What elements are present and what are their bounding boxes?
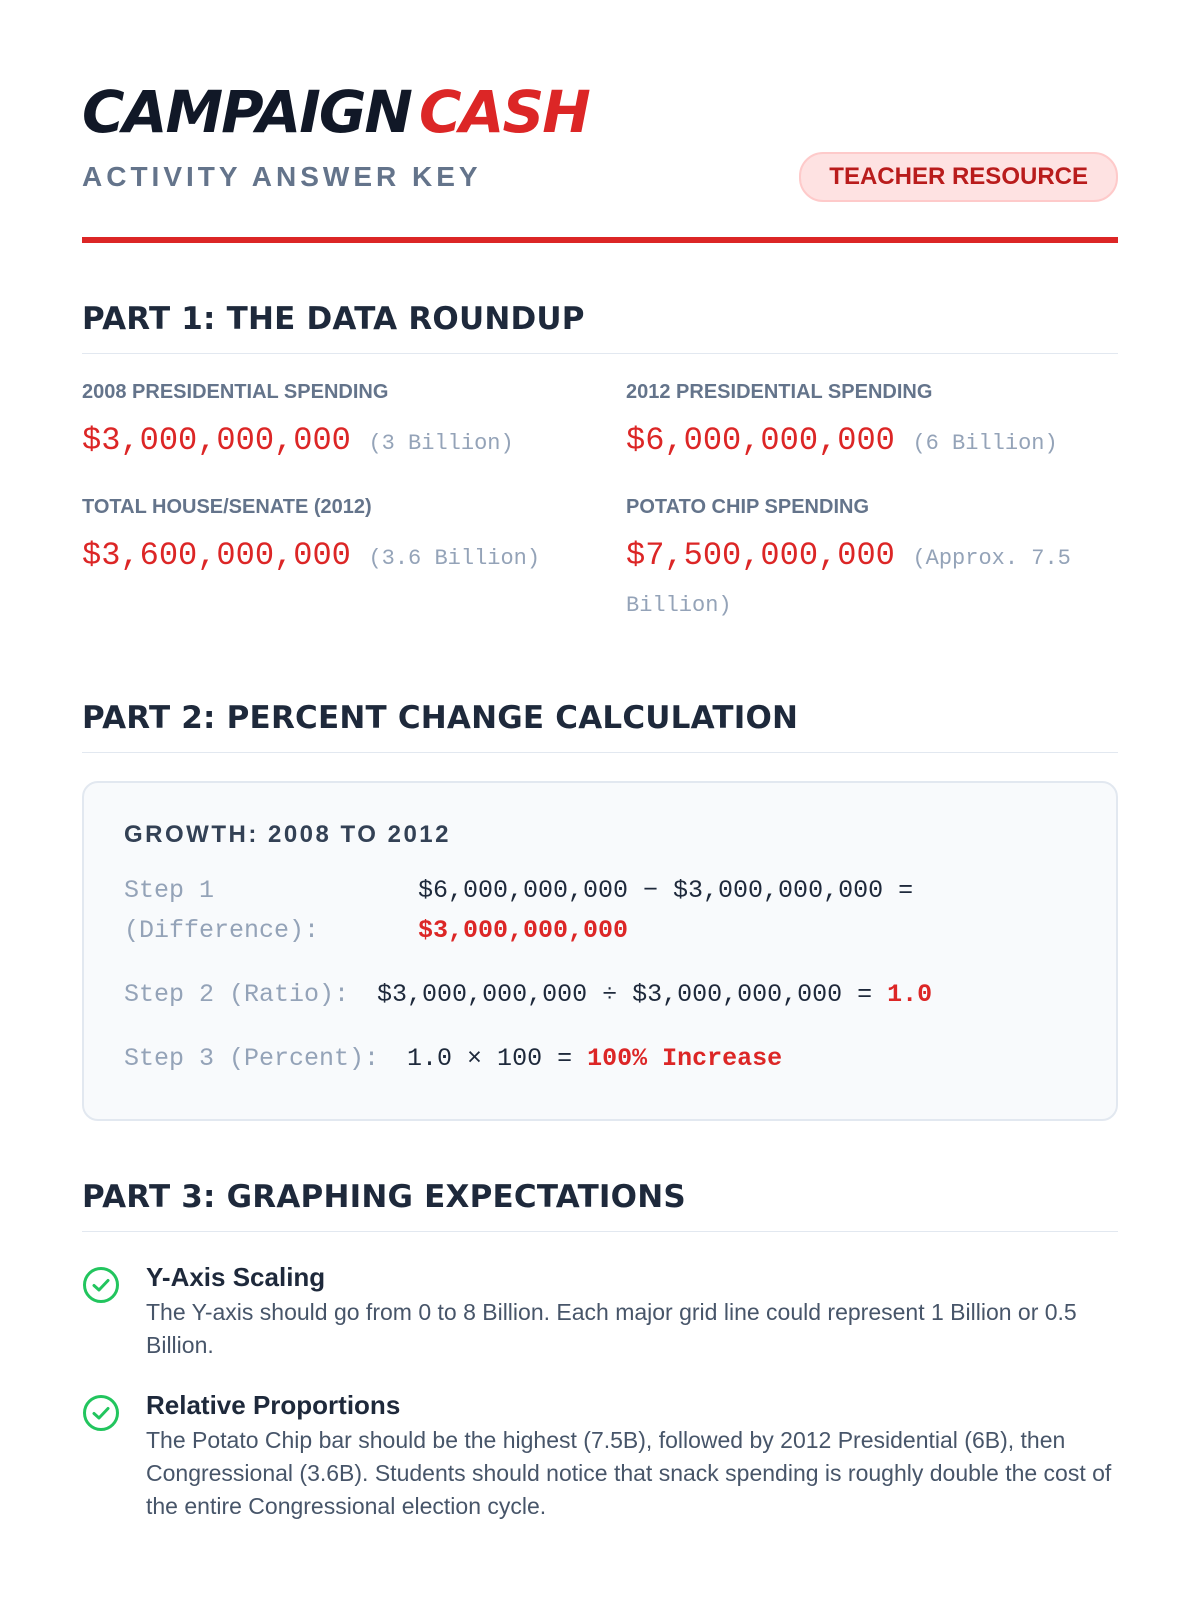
- stat-note: (3.6 Billion): [368, 546, 541, 571]
- stat-label: 2008 PRESIDENTIAL SPENDING: [82, 381, 389, 403]
- header-divider: [82, 237, 1118, 243]
- stat-value: [626, 533, 1126, 630]
- header: [82, 80, 1118, 243]
- stat-amount: $7,500,000,000: [626, 537, 895, 574]
- list-item-body: [146, 1260, 1118, 1362]
- list-item: [82, 1260, 1118, 1362]
- data-roundup-grid: [82, 381, 1118, 630]
- step-label: Step 1 (Difference):: [124, 876, 320, 945]
- stat-value: [82, 418, 626, 468]
- stat-value: [626, 418, 1126, 468]
- list-item: [82, 1388, 1118, 1523]
- calc-step-2: [124, 975, 1076, 1015]
- check-circle-icon: [82, 1266, 120, 1304]
- step-result: 1.0: [887, 980, 933, 1009]
- stat-label: 2012 PRESIDENTIAL SPENDING: [626, 381, 933, 403]
- stat-note: (6 Billion): [912, 431, 1058, 456]
- stat-label: TOTAL HOUSE/SENATE (2012): [82, 496, 372, 518]
- graphing-expectations-list: [82, 1260, 1118, 1523]
- part2-title: PART 2: PERCENT CHANGE CALCULATION: [82, 630, 1118, 753]
- page-subtitle: ACTIVITY ANSWER KEY: [82, 161, 482, 192]
- list-item-title: Y-Axis Scaling: [146, 1262, 326, 1292]
- stat-2008-presidential: [82, 381, 626, 468]
- percent-change-box: [82, 781, 1118, 1121]
- step-expression: 1.0 × 100 =: [407, 1044, 573, 1073]
- logo-word-cash: CASH: [418, 78, 589, 146]
- step-result: $3,000,000,000: [418, 916, 629, 945]
- logo: [82, 80, 1118, 144]
- stat-note: (3 Billion): [368, 431, 514, 456]
- subtitle-row: [82, 152, 1118, 202]
- calc-step-3: [124, 1039, 1076, 1079]
- stat-note: (Approx. 7.5 Billion): [626, 546, 1071, 618]
- list-item-title: Relative Proportions: [146, 1390, 401, 1420]
- list-item-text: The Y-axis should go from 0 to 8 Billion. Each major grid line could represent 1 Billion or 0.5 Billion.: [146, 1299, 1077, 1358]
- stat-amount: $6,000,000,000: [626, 422, 895, 459]
- step-label: Step 2 (Ratio):: [124, 980, 350, 1009]
- part1-title: PART 1: THE DATA ROUNDUP: [82, 243, 1118, 354]
- stat-house-senate-2012: [82, 496, 626, 630]
- logo-word-campaign: CAMPAIGN: [82, 78, 411, 146]
- teacher-resource-badge: TEACHER RESOURCE: [799, 152, 1118, 202]
- stat-amount: $3,000,000,000: [82, 422, 351, 459]
- calc-box-title: GROWTH: 2008 TO 2012: [124, 821, 451, 848]
- stat-label: POTATO CHIP SPENDING: [626, 496, 869, 518]
- stat-amount: $3,600,000,000: [82, 537, 351, 574]
- step-result: 100% Increase: [587, 1044, 783, 1073]
- stat-2012-presidential: [626, 381, 1126, 468]
- list-item-body: [146, 1388, 1118, 1523]
- step-expression: $3,000,000,000 ÷ $3,000,000,000 =: [377, 980, 873, 1009]
- step-expression: $6,000,000,000 − $3,000,000,000 =: [418, 876, 914, 905]
- step-label: Step 3 (Percent):: [124, 1044, 380, 1073]
- calc-step-1: [124, 871, 1076, 951]
- check-circle-icon: [82, 1394, 120, 1432]
- step-expression-wrap: [418, 871, 978, 951]
- list-item-text: The Potato Chip bar should be the highest (7.5B), followed by 2012 Presidential (6B), then Congressional (3.6B). Students should notice that snack spending is roughly double the cost of the entire Congressional election cycle.: [146, 1427, 1112, 1519]
- stat-potato-chip: [626, 496, 1126, 630]
- stat-value: [82, 533, 626, 583]
- part3-title: PART 3: GRAPHING EXPECTATIONS: [82, 1121, 1118, 1232]
